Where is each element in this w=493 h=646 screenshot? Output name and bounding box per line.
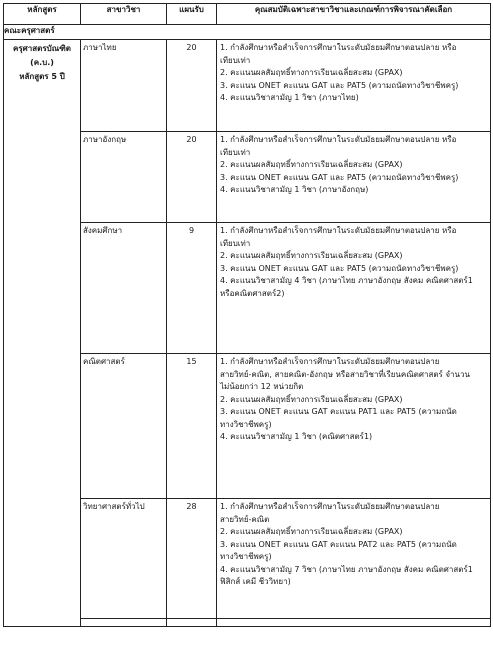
subject-cell: สังคมศึกษา xyxy=(81,223,167,354)
criteria-line: ทางวิชาชีพครู) xyxy=(220,419,272,429)
qualifications-cell xyxy=(217,354,491,499)
criteria-line: 4. คะแนนวิชาสามัญ 7 วิชา (ภาษาไทย ภาษาอังกฤษ สังคม คณิตศาสตร์1 xyxy=(220,564,473,574)
criteria-line: เทียบเท่า xyxy=(220,147,251,157)
empty-cell xyxy=(167,619,217,627)
table-row xyxy=(4,40,491,132)
qualifications-cell xyxy=(217,223,491,354)
empty-cell xyxy=(81,619,167,627)
criteria-line: 3. คะแนน ONET คะแนน GAT คะแนน PAT2 และ PAT5 (ความถนัด xyxy=(220,539,457,549)
empty-cell xyxy=(217,619,491,627)
criteria-line: ทางวิชาชีพครู) xyxy=(220,552,272,561)
seats-cell: 20 xyxy=(167,132,217,223)
criteria-line: 3. คะแนน ONET คะแนน GAT และ PAT5 (ความถนัดทางวิชาชีพครู) xyxy=(220,263,459,273)
criteria-line: เทียบเท่า xyxy=(220,55,251,65)
criteria-line: 4. คะแนนวิชาสามัญ 1 วิชา (ภาษาไทย) xyxy=(220,93,359,102)
seats-cell: 28 xyxy=(167,499,217,619)
criteria-line: สายวิทย์-คณิต xyxy=(220,514,270,524)
table-header-row xyxy=(4,4,491,25)
criteria-line: 3. คะแนน ONET คะแนน GAT คะแนน PAT1 และ PAT5 (ความถนัด xyxy=(220,407,457,416)
criteria-line: หรือคณิตศาสตร์2) xyxy=(220,288,285,298)
qualifications-cell xyxy=(217,499,491,619)
criteria-line: 3. คะแนน ONET คะแนน GAT และ PAT5 (ความถนัดทางวิชาชีพครู) xyxy=(220,172,459,182)
criteria-line: 3. คะแนน ONET คะแนน GAT และ PAT5 (ความถนัดทางวิชาชีพครู) xyxy=(220,80,459,90)
criteria-line: 1. กำลังศึกษาหรือสำเร็จการศึกษาในระดับมัธยมศึกษาตอนปลาย xyxy=(220,502,440,511)
qualifications-cell xyxy=(217,40,491,132)
faculty-label: คณะครุศาสตร์ xyxy=(4,25,491,40)
criteria-line: สายวิทย์-คณิต, สายคณิต-อังกฤษ หรือสายวิชาที่เรียนคณิตศาสตร์ จำนวน xyxy=(220,369,470,379)
program-duration: หลักสูตร 5 ปี xyxy=(19,72,65,81)
seats-cell: 20 xyxy=(167,40,217,132)
subject-cell: คณิตศาสตร์ xyxy=(81,354,167,499)
subject-cell: ภาษาอังกฤษ xyxy=(81,132,167,223)
criteria-line: 1. กำลังศึกษาหรือสำเร็จการศึกษาในระดับมัธยมศึกษาตอนปลาย หรือ xyxy=(220,226,457,235)
subject-cell: ภาษาไทย xyxy=(81,40,167,132)
criteria-line: 4. คะแนนวิชาสามัญ 1 วิชา (ภาษาอังกฤษ) xyxy=(220,185,369,194)
header-qualifications: คุณสมบัติเฉพาะสาขาวิชาและเกณฑ์การพิจารณาคัดเลือก xyxy=(217,4,491,25)
criteria-line: 2. คะแนนผลสัมฤทธิ์ทางการเรียนเฉลี่ยสะสม (GPAX) xyxy=(220,160,403,169)
criteria-line: 1. กำลังศึกษาหรือสำเร็จการศึกษาในระดับมัธยมศึกษาตอนปลาย หรือ xyxy=(220,43,457,52)
seats-cell: 15 xyxy=(167,354,217,499)
criteria-line: 1. กำลังศึกษาหรือสำเร็จการศึกษาในระดับมัธยมศึกษาตอนปลาย xyxy=(220,357,440,366)
criteria-line: 1. กำลังศึกษาหรือสำเร็จการศึกษาในระดับมัธยมศึกษาตอนปลาย หรือ xyxy=(220,135,457,144)
qualifications-cell xyxy=(217,132,491,223)
criteria-line: ฟิสิกส์ เคมี ชีววิทยา) xyxy=(220,577,291,586)
header-program: หลักสูตร xyxy=(4,4,81,25)
criteria-line: 2. คะแนนผลสัมฤทธิ์ทางการเรียนเฉลี่ยสะสม (GPAX) xyxy=(220,251,403,260)
criteria-line: เทียบเท่า xyxy=(220,238,251,248)
criteria-line: 2. คะแนนผลสัมฤทธิ์ทางการเรียนเฉลี่ยสะสม (GPAX) xyxy=(220,394,403,404)
criteria-line: 4. คะแนนวิชาสามัญ 1 วิชา (คณิตศาสตร์1) xyxy=(220,432,373,441)
criteria-line: 2. คะแนนผลสัมฤทธิ์ทางการเรียนเฉลี่ยสะสม (GPAX) xyxy=(220,527,403,536)
header-seats: แผนรับ xyxy=(167,4,217,25)
program-cell xyxy=(4,40,81,627)
criteria-line: ไม่น้อยกว่า 12 หน่วยกิต xyxy=(220,382,304,391)
faculty-row xyxy=(4,25,491,40)
header-subject: สาขาวิชา xyxy=(81,4,167,25)
program-abbrev: (ค.บ.) xyxy=(30,58,54,67)
criteria-line: 4. คะแนนวิชาสามัญ 4 วิชา (ภาษาไทย ภาษาอังกฤษ สังคม คณิตศาสตร์1 xyxy=(220,276,473,285)
program-name: ครุศาสตรบัณฑิต xyxy=(13,44,71,53)
admission-criteria-table xyxy=(3,3,491,627)
subject-cell: วิทยาศาสตร์ทั่วไป xyxy=(81,499,167,619)
criteria-line: 2. คะแนนผลสัมฤทธิ์ทางการเรียนเฉลี่ยสะสม (GPAX) xyxy=(220,68,403,77)
seats-cell: 9 xyxy=(167,223,217,354)
